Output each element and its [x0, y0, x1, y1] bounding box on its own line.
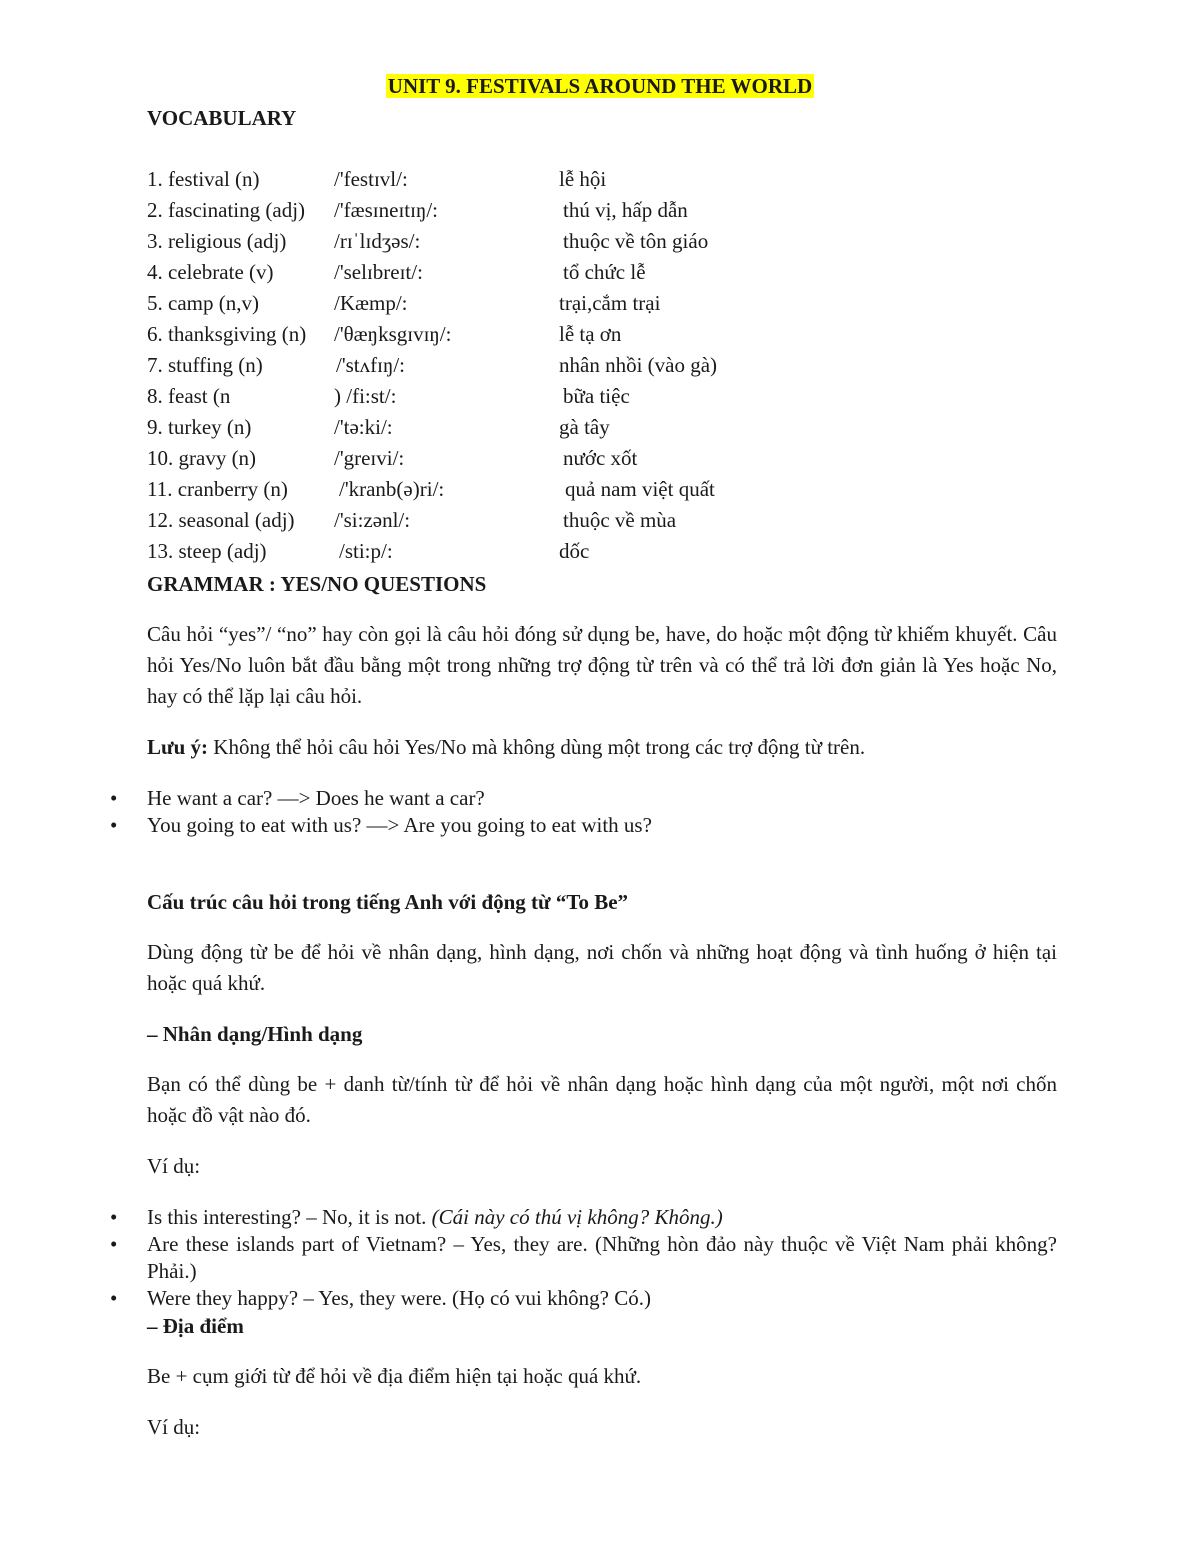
vocab-word: 4. celebrate (v): [147, 260, 274, 284]
vocab-word: 12. seasonal (adj): [147, 508, 295, 532]
example-label: Ví dụ:: [147, 1154, 201, 1178]
bullet-icon: •: [110, 1232, 118, 1256]
page-title: [0, 74, 1200, 98]
vocab-meaning: lễ hội: [559, 167, 607, 191]
vocab-ipa: /'festɪvl/:: [334, 167, 408, 191]
bullet-icon: •: [110, 1286, 118, 1310]
vocab-ipa: /Kæmp/:: [334, 291, 408, 315]
vocab-word: 10. gravy (n): [147, 446, 257, 470]
tobe-paragraph: Dùng động từ be để hỏi về nhân dạng, hình dạng, nơi chốn và những hoạt động và tình huống ở hiện tại hoặc quá khứ.: [147, 940, 1057, 995]
vocab-ipa: ) /fi:st/:: [334, 384, 397, 408]
tobe-heading: Cấu trúc câu hỏi trong tiếng Anh với động từ “To Be”: [147, 890, 629, 914]
vocab-meaning: nhân nhồi (vào gà): [559, 353, 718, 377]
example-label: Ví dụ:: [147, 1415, 201, 1439]
vocab-ipa: /'stʌfɪŋ/:: [336, 353, 406, 377]
vocab-word: 7. stuffing (n): [147, 353, 263, 377]
bullet-icon: •: [110, 1205, 118, 1229]
list-item: [110, 1231, 1057, 1285]
vocab-word: 5. camp (n,v): [147, 291, 259, 315]
vocab-meaning: trại,cắm trại: [559, 291, 661, 315]
list-item: [110, 1204, 1060, 1231]
list-item: [110, 812, 1060, 839]
vocab-ipa: /'fæsɪneɪtɪŋ/:: [334, 198, 439, 222]
vocab-meaning: dốc: [559, 539, 590, 563]
list-item-text: Is this interesting? – No, it is not.: [147, 1205, 432, 1229]
vocab-ipa: /'greɪvi/:: [334, 446, 405, 470]
list-item: [110, 1285, 1060, 1312]
vocab-ipa: /'tə:ki/:: [334, 415, 393, 439]
list-item-text: Were they happy? – Yes, they were. (Họ có vui không? Có.): [147, 1286, 651, 1310]
list-item-translation: (Cái này có thú vị không? Không.): [431, 1205, 723, 1229]
vocab-word: 8. feast (n: [147, 384, 231, 408]
list-item-text: Are these islands part of Vietnam? – Yes, they are. (Những hòn đảo này thuộc về Việt Nam phải không? Phải.): [147, 1232, 1057, 1283]
note-text: Không thể hỏi câu hỏi Yes/No mà không dùng một trong các trợ động từ trên.: [208, 735, 866, 759]
place-heading: – Địa điểm: [147, 1314, 244, 1338]
vocab-meaning: thuộc về tôn giáo: [563, 229, 709, 253]
vocab-word: 6. thanksgiving (n): [147, 322, 307, 346]
grammar-heading: GRAMMAR : YES/NO QUESTIONS: [147, 572, 487, 596]
vocab-ipa: /rɪˈlɪdʒəs/:: [334, 229, 421, 253]
note-line: [147, 735, 865, 759]
vocab-meaning: quả nam việt quất: [565, 477, 715, 501]
vocab-word: 3. religious (adj): [147, 229, 287, 253]
list-item: [110, 785, 1060, 812]
vocab-meaning: bữa tiệc: [563, 384, 630, 408]
identity-examples-list: [110, 1204, 1060, 1312]
page-title-text: UNIT 9. FESTIVALS AROUND THE WORLD: [387, 74, 813, 98]
vocab-word: 9. turkey (n): [147, 415, 252, 439]
bullet-icon: •: [110, 786, 118, 810]
identity-heading: – Nhân dạng/Hình dạng: [147, 1022, 363, 1046]
vocab-ipa: /'selɪbreɪt/:: [334, 260, 423, 284]
list-item-text: He want a car? —> Does he want a car?: [147, 786, 485, 810]
vocab-meaning: thuộc về mùa: [563, 508, 677, 532]
vocab-meaning: nước xốt: [563, 446, 638, 470]
note-examples-list: [110, 785, 1060, 839]
intro-paragraph: Câu hỏi “yes”/ “no” hay còn gọi là câu hỏi đóng sử dụng be, have, do hoặc một động từ khiếm khuyết. Câu hỏi Yes/No luôn bắt đầu bằng một trong những trợ động từ trên và có thể trả lời đơn giản là Yes hoặc No, hay có thể lặp lại câu hỏi.: [147, 622, 1057, 708]
vocab-meaning: lễ tạ ơn: [559, 322, 622, 346]
vocab-ipa: /'si:zənl/:: [334, 508, 411, 532]
note-label: Lưu ý:: [147, 735, 209, 759]
vocab-word: 1. festival (n): [147, 167, 260, 191]
vocab-word: 13. steep (adj): [147, 539, 267, 563]
identity-paragraph: Bạn có thể dùng be + danh từ/tính từ để hỏi về nhân dạng hoặc hình dạng của một người, một nơi chốn hoặc đồ vật nào đó.: [147, 1072, 1057, 1127]
list-item-text: You going to eat with us? —> Are you going to eat with us?: [147, 813, 652, 837]
vocabulary-heading: VOCABULARY: [147, 106, 297, 130]
vocab-ipa: /'θæŋksgɪvɪŋ/:: [334, 322, 452, 346]
bullet-icon: •: [110, 813, 118, 837]
vocab-word: 11. cranberry (n): [147, 477, 288, 501]
place-paragraph: Be + cụm giới từ để hỏi về địa điểm hiện tại hoặc quá khứ.: [147, 1364, 642, 1388]
vocab-word: 2. fascinating (adj): [147, 198, 306, 222]
vocab-meaning: thú vị, hấp dẫn: [563, 198, 688, 222]
vocab-ipa: /sti:p/:: [339, 539, 393, 563]
vocab-meaning: tổ chức lễ: [563, 260, 646, 284]
vocab-meaning: gà tây: [559, 415, 610, 439]
vocab-ipa: /'kranb(ə)ri/:: [339, 477, 445, 501]
